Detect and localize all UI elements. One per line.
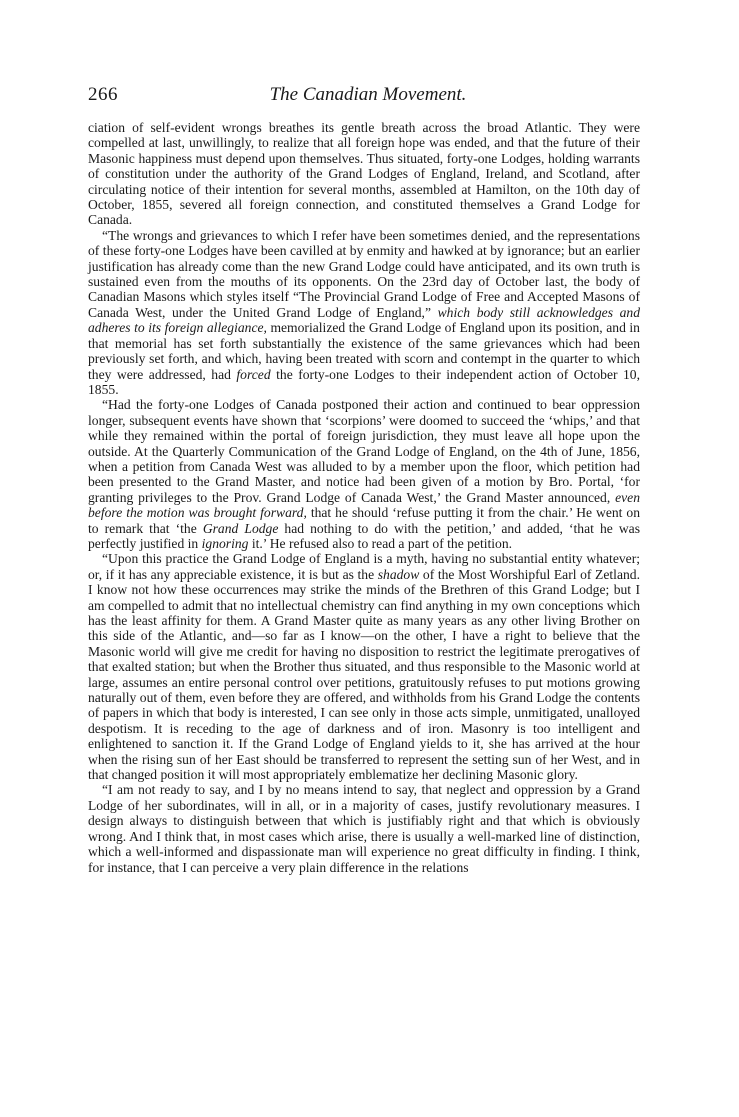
text-run: “I am not ready to say, and I by no means intend to say, that neglect and oppression by a Grand Lodge of her subordinates, will in all, or in a majority of cases, justify revolutionary measures. I design always to distinguish between that which is justifiably right and that which is obviously wrong. And I think that, in most cases which arise, there is usually a well-marked line of distinction, which a well-informed and dispassionate man will experience no great difficulty in finding. I think, for instance, that I can perceive a very plain difference in the relations: [88, 782, 640, 875]
paragraph: [88, 551, 640, 782]
text-run: memorialized the Grand Lodge of England upon its position, and in that memorial has set forth substantially the existence of the same grievances which had been previously set forth, and which, having been treated with scorn and contempt in the quarter to which they were addressed, had: [88, 320, 640, 382]
paragraph: [88, 397, 640, 551]
italic-run: which body still acknowledges and adheres to its foreign allegiance,: [88, 304, 641, 336]
page-number: 266: [88, 84, 118, 105]
text-run: had nothing to do with the petition,’ and added, ‘that he was perfectly justified in: [88, 520, 640, 551]
text-run: ciation of self-evident wrongs breathes its gentle breath across the broad Atlantic. They were compelled at last, unwillingly, to realize that all foreign hope was ended, and that the future of their Masonic happiness must depend upon themselves. Thus situated, forty-one Lodges, holding warrants of constitution under the authority of the Grand Lodges of England, Ireland, and Scotland, after circulating notice of their intention for several months, assembled at Hamilton, on the 10th day of October, 1855, severed all foreign connection, and constituted themselves a Grand Lodge for Canada.: [88, 120, 640, 228]
text-run: of the Most Worshipful Earl of Zetland. I know not how these occurrences may strike the minds of the Brethren of this Grand Lodge; but I am compelled to admit that no intellectual chemistry can find anything in my own conceptions which has the least affinity for them. A Grand Master quite as many years as any other living Brother on this side of the Atlantic, and—so far as I know—on the other, I have a right to believe that the Masonic world will give me credit for having no disposition to restrict the legitimate prerogatives of that exalted station; but when the Brother thus situated, and thus responsible to the Masonic world at large, assumes an entire personal control over petitions, gratuitously refuses to put motions growing naturally out of them, even before they are offered, and withholds from his Grand Lodge the contents of papers in which that body is interested, I can see only in those acts simple, unmitigated, unalloyed despotism. It is receding to the age of darkness and of iron. Masonry is too intelligent and enlightened to sanction it. If the Grand Lodge of England yields to it, she has arrived at the hour when the rising sun of her East should be transferred to represent the setting sun of her West, and in that changed position it will most appropriately emblematize her declining Masonic glory.: [88, 566, 640, 783]
text-run: “Had the forty-one Lodges of Canada postponed their action and continued to bear oppression longer, subsequent events have shown that ‘scorpions’ were doomed to succeed the ‘whips,’ and that while they remained within the portal of foreign jurisdiction, they must leave all hope upon the outside. At the Quarterly Communication of the Grand Lodge of England, on the 4th of June, 1856, when a petition from Canada West was alluded to by a member upon the floor, which petition had been presented to the Grand Master, and notice had been given of a motion by Bro. Portal, ‘for granting privileges to the Prov. Grand Lodge of Canada West,’ the Grand Master announced,: [88, 397, 640, 505]
body-text: [88, 120, 640, 875]
italic-run: even before the motion was brought forward,: [88, 489, 640, 521]
paragraph: [88, 228, 640, 397]
text-run: “The wrongs and grievances to which I refer have been sometimes denied, and the representations of these forty-one Lodges have been cavilled at by enmity and hawked at by ignorance; but an earlier justification has already come than the new Grand Lodge could have anticipated, and its own truth is sustained even from the mouths of its opponents. On the 23rd day of October last, the body of Canadian Masons which styles itself “The Provincial Grand Lodge of Free and Accepted Masons of Canada West, under the United Grand Lodge of England,”: [88, 227, 640, 320]
italic-run: forced: [236, 366, 271, 382]
text-run: “Upon this practice the Grand Lodge of England is a myth, having no substantial entity whatever; or, if it has any appreciable existence, it is but as the: [88, 551, 640, 582]
running-title: The Canadian Movement.: [269, 84, 467, 105]
text-run: the forty-one Lodges to their independent action of October 10, 1855.: [88, 366, 640, 397]
paragraph: [88, 782, 640, 874]
italic-run: ignoring: [201, 535, 249, 551]
text-run: it.’ He refused also to read a part of the petition.: [248, 535, 513, 551]
page-header: [88, 84, 648, 114]
italic-run: Grand Lodge: [202, 520, 279, 536]
paragraph: [88, 120, 640, 228]
italic-run: shadow: [377, 566, 420, 582]
text-run: that he should ‘refuse putting it from the chair.’ He went on to remark that ‘the: [88, 505, 640, 536]
